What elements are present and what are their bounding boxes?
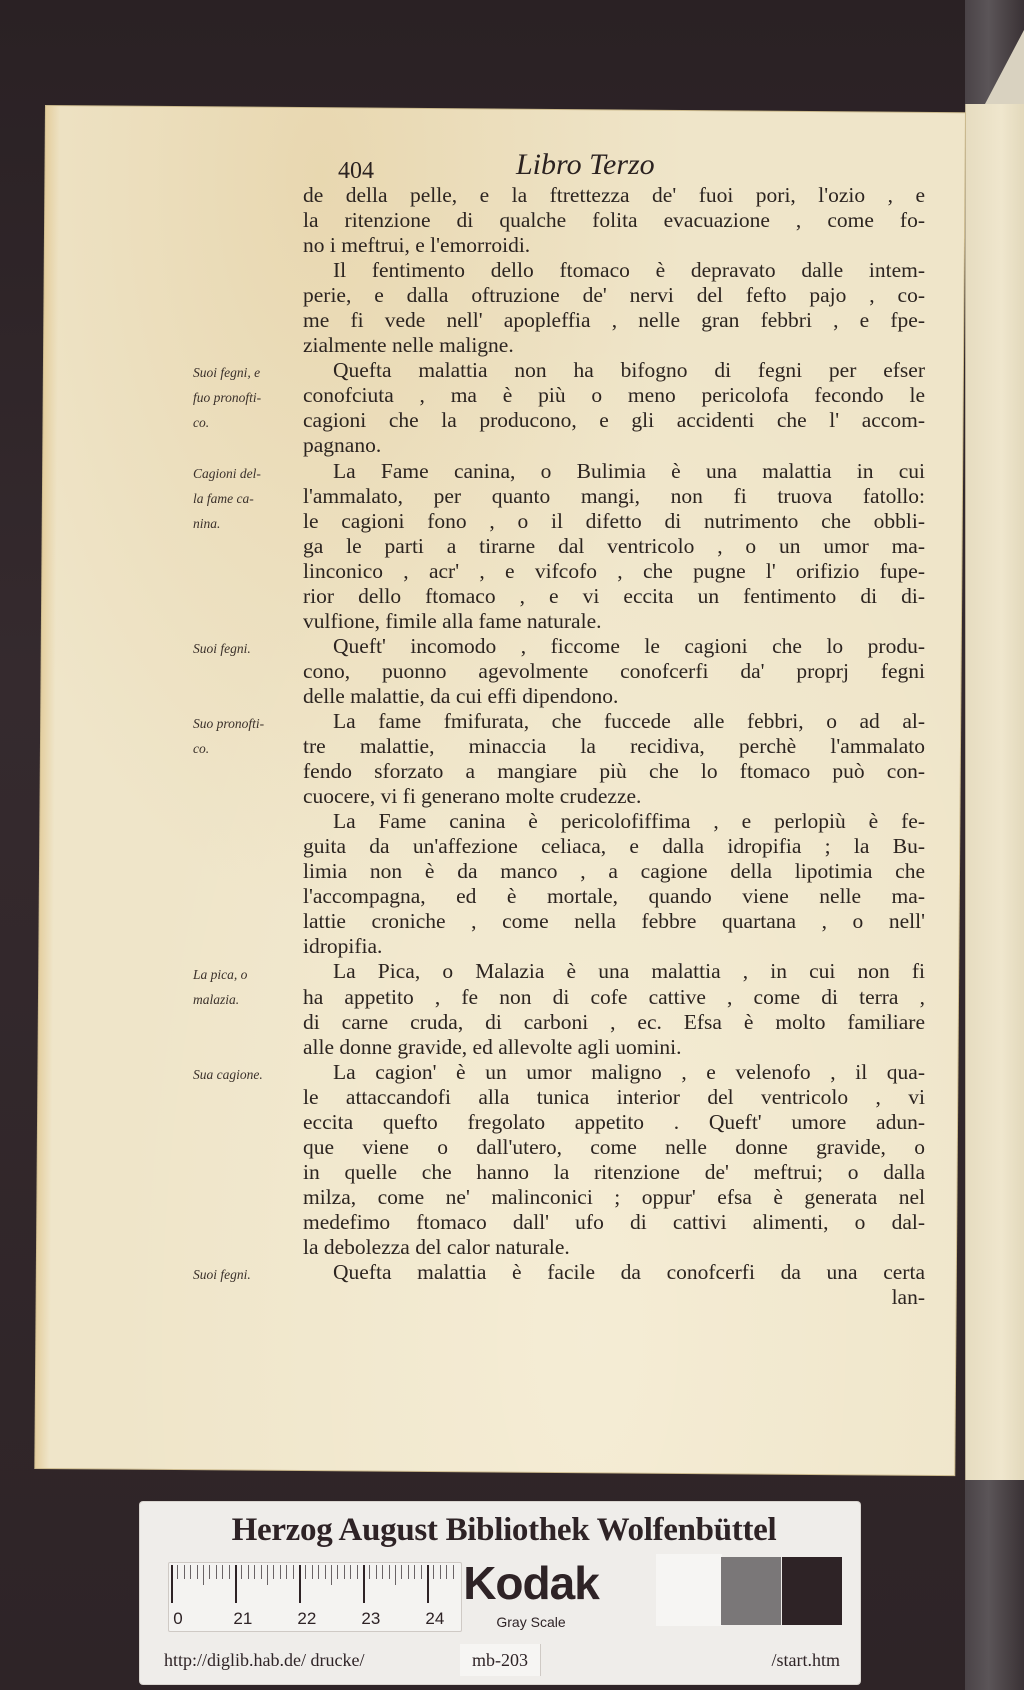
ruler-tick xyxy=(382,1565,383,1579)
ruler-tick xyxy=(286,1565,287,1579)
url-suffix: /start.htm xyxy=(771,1650,840,1670)
text-line: medefimo ftomaco dall' ufo di cattivi alimenti, o dal- xyxy=(303,1209,925,1234)
ruler-tick xyxy=(433,1565,434,1579)
text-line: linconico , acr' , e vifcofo , che pugne l' orifizio fupe- xyxy=(303,558,925,583)
text-line: di carne cruda, di carboni , ec. Efsa è molto familiare xyxy=(303,1009,925,1034)
text-line: La cagion' è un umor maligno , e velenofo , il qua- xyxy=(333,1059,925,1084)
text-line: le attaccandofi alla tunica interior del ventricolo , vi xyxy=(303,1084,925,1109)
ruler-label: 21 xyxy=(233,1609,253,1628)
ruler-tick xyxy=(401,1565,402,1579)
text-line: la ritenzione di qualche folita evacuazione , come fo- xyxy=(303,208,925,233)
ruler-label: 0 xyxy=(173,1609,183,1628)
text-line: limia non è da manco , a cagione della lipotimia che xyxy=(303,859,925,884)
ruler-tick xyxy=(177,1565,178,1579)
ruler-tick xyxy=(209,1565,210,1579)
ruler-tick xyxy=(331,1565,332,1585)
ruler-label: 22 xyxy=(297,1609,317,1628)
text-line: que viene o dall'utero, come nelle donne gravide, o xyxy=(303,1134,925,1159)
text-line: La Fame canina è pericolofiffima , e perlopiù è fe- xyxy=(333,809,925,834)
text-line: Queft' incomodo , ficcome le cagioni che lo produ- xyxy=(333,633,925,658)
ruler-tick xyxy=(376,1565,377,1579)
ruler-tick xyxy=(350,1565,351,1579)
ruler-tick xyxy=(440,1565,441,1579)
ruler-tick xyxy=(299,1565,301,1603)
page-fold-corner xyxy=(985,30,1024,104)
ruler-tick xyxy=(184,1565,185,1579)
ruler-tick xyxy=(344,1565,345,1579)
ruler-label: 23 xyxy=(361,1609,381,1628)
text-line: lattie croniche , come nella febbre quartana , o nell' xyxy=(303,909,925,934)
url-prefix: http://diglib.hab.de/ drucke/ xyxy=(164,1650,365,1670)
ruler-tick xyxy=(318,1565,319,1579)
ruler-tick xyxy=(216,1565,217,1579)
ruler-tick xyxy=(280,1565,281,1579)
ruler-tick xyxy=(363,1565,365,1603)
ruler-tick xyxy=(241,1565,242,1579)
ruler-tick xyxy=(190,1565,191,1579)
text-line: no i meftrui, e l'emorroidi. xyxy=(303,233,531,258)
ruler-tick xyxy=(357,1565,358,1579)
shelfmark: mb-203 xyxy=(460,1644,541,1676)
margin-note: Suoi fegni. xyxy=(193,1267,251,1283)
library-name: Herzog August Bibliothek Wolfenbüttel xyxy=(231,1512,777,1548)
ruler-tick xyxy=(421,1565,422,1579)
text-line: guita da un'affezione celiaca, e dalla idropifia ; la Bu- xyxy=(303,834,925,859)
margin-note: la fame ca- xyxy=(193,490,254,506)
gray-scale-label: Gray Scale xyxy=(496,1614,566,1630)
text-line: perie, e dalla oftruzione de' nervi del fefto pajo , co- xyxy=(303,283,925,308)
text-line: ha appetito , fe non di cofe cattive , come di terra , xyxy=(303,984,925,1009)
ruler-tick xyxy=(197,1565,198,1579)
ruler-tick xyxy=(369,1565,370,1579)
margin-note: Suo pronofti- xyxy=(193,716,265,732)
text-line: le cagioni fono , o il difetto di nutrimento che obbli- xyxy=(303,508,925,533)
ruler-tick xyxy=(254,1565,255,1579)
text-line: Quefta malattia non ha bifogno di fegni per efser xyxy=(333,358,925,383)
margin-note: Suoi fegni. xyxy=(193,640,251,656)
text-line: la debolezza del calor naturale. xyxy=(303,1234,570,1259)
ruler-tick xyxy=(312,1565,313,1579)
ruler-tick xyxy=(203,1565,204,1585)
ruler-tick xyxy=(171,1565,173,1603)
library-target-card xyxy=(140,1502,860,1684)
text-line: fendo sforzato a mangiare più che lo ftomaco può con- xyxy=(303,759,925,784)
text-line: de della pelle, e la ftrettezza de' fuoi pori, l'ozio , e xyxy=(303,183,925,207)
margin-note: co. xyxy=(193,415,210,431)
text-line: cuocere, vi fi generano molte crudezze. xyxy=(303,784,642,809)
text-line: lan- xyxy=(891,1285,925,1310)
ruler-tick xyxy=(325,1565,326,1579)
text-line: tre malattie, minaccia la recidiva, perchè l'ammalato xyxy=(303,734,925,759)
ruler-tick xyxy=(337,1565,338,1579)
text-line: zialmente nelle maligne. xyxy=(303,333,514,358)
margin-note: nina. xyxy=(193,515,221,531)
gray-patch xyxy=(721,1557,781,1625)
ruler-tick xyxy=(427,1565,429,1603)
measurement-ruler xyxy=(168,1562,462,1632)
margin-note: fuo pronofti- xyxy=(193,390,262,406)
kodak-logo: Kodak xyxy=(463,1557,599,1609)
text-line: La fame fmifurata, che fuccede alle febbri, o ad al- xyxy=(333,708,925,733)
text-line: l'ammalato, per quanto mangi, non fi truova fatollo: xyxy=(303,483,925,508)
ruler-tick xyxy=(305,1565,306,1579)
ruler-tick xyxy=(273,1565,274,1579)
text-line: ga le parti a tirarne dal ventricolo , o un umor ma- xyxy=(303,533,925,558)
body-text xyxy=(303,183,925,1310)
ruler-tick xyxy=(248,1565,249,1579)
text-line: pagnano. xyxy=(303,433,382,458)
text-line: alle donne gravide, ed allevolte agli uomini. xyxy=(303,1034,682,1059)
margin-note: Sua cagione. xyxy=(193,1066,263,1082)
text-line: La Fame canina, o Bulimia è una malattia in cui xyxy=(333,458,925,483)
ruler-tick xyxy=(293,1565,294,1579)
ruler-tick xyxy=(235,1565,237,1603)
text-line: rior dello ftomaco , e vi eccita un fentimento di di- xyxy=(303,583,925,608)
running-title: Libro Terzo xyxy=(516,148,655,181)
ruler-tick xyxy=(261,1565,262,1579)
ruler-label: 24 xyxy=(425,1609,445,1628)
text-line: cagioni che la producono, e gli accidenti che l' accom- xyxy=(303,408,925,433)
text-line: me fi vede nell' apopleffia , nelle gran febbri , e fpe- xyxy=(303,308,925,333)
white-patch xyxy=(656,1554,722,1626)
text-line: Quefta malattia è facile da conofcerfi da una certa xyxy=(333,1260,925,1285)
ruler-tick xyxy=(389,1565,390,1579)
text-line: milza, come ne' malinconici ; oppur' efsa è generata nel xyxy=(303,1184,925,1209)
text-line: in quelle che hanno la ritenzione de' meftrui; o dalla xyxy=(303,1159,925,1184)
ruler-tick xyxy=(229,1565,230,1579)
page-number: 404 xyxy=(338,158,374,184)
margin-note: La pica, o xyxy=(193,966,248,982)
ruler-tick xyxy=(414,1565,415,1579)
running-head xyxy=(338,148,938,188)
margin-note: Cagioni del- xyxy=(193,465,261,481)
text-line: vulfione, fimile alla fame naturale. xyxy=(303,608,602,633)
ruler-tick xyxy=(408,1565,409,1579)
text-line: cono, puonno agevolmente conofcerfi da' proprj fegni xyxy=(303,658,925,683)
ruler-tick xyxy=(395,1565,396,1585)
text-line: Il fentimento dello ftomaco è depravato dalle intem- xyxy=(333,258,925,283)
text-line: l'accompagna, ed è mortale, quando viene nelle ma- xyxy=(303,884,925,909)
dark-patch xyxy=(782,1557,842,1625)
ruler-tick xyxy=(222,1565,223,1579)
text-line: conofciuta , ma è più o meno pericolofa fecondo le xyxy=(303,383,925,408)
text-line: eccita quefto fregolato appetito . Queft' umore adun- xyxy=(303,1109,925,1134)
text-line: idropifia. xyxy=(303,934,383,959)
margin-note: Suoi fegni, e xyxy=(193,365,261,381)
text-line: La Pica, o Malazia è una malattia , in cui non fi xyxy=(333,959,925,984)
ruler-tick xyxy=(267,1565,268,1585)
facing-page-edge xyxy=(965,104,1024,1480)
text-line: delle malattie, da cui effi dipendono. xyxy=(303,683,619,708)
margin-note: co. xyxy=(193,741,210,757)
margin-note: malazia. xyxy=(193,991,240,1007)
